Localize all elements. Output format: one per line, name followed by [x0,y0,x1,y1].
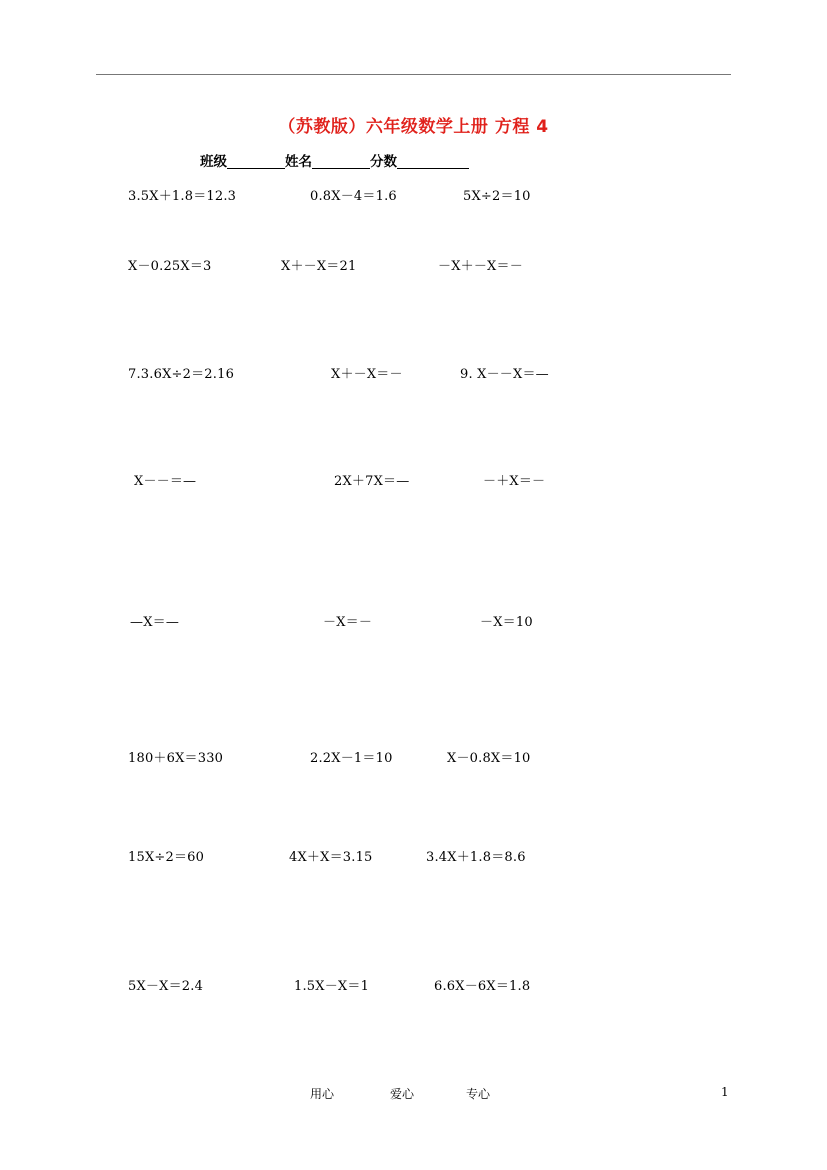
student-info-line [200,150,469,170]
equation-5-1: —X＝— [130,615,180,630]
equation-4-2: 2X＋7X＝— [334,474,410,489]
equation-1-2: 0.8X－4＝1.6 [310,189,397,204]
equation-8-1: 5X－X＝2.4 [128,979,204,994]
class-blank[interactable] [227,154,285,169]
header-rule [96,74,731,75]
page-title: （苏教版）六年级数学上册 方程 4 [278,117,549,137]
equation-2-3: －X＋－X＝－ [438,259,523,274]
equation-5-3: －X＝10 [480,615,533,630]
name-blank[interactable] [312,154,370,169]
equation-4-1: X－－＝— [134,474,197,489]
equation-6-3: X－0.8X＝10 [447,751,531,766]
footer-text-2: 爱心 [390,1087,415,1101]
equation-5-2: －X＝－ [323,615,373,630]
equation-4-3: －＋X＝－ [483,474,546,489]
equation-2-1: X－0.25X＝3 [128,259,212,274]
equation-6-1: 180＋6X＝330 [128,751,224,766]
equation-3-1: 7.3.6X÷2＝2.16 [128,367,235,382]
equation-8-3: 6.6X－6X＝1.8 [434,979,531,994]
name-label: 姓名 [285,154,312,170]
equation-1-1: 3.5X＋1.8＝12.3 [128,189,237,204]
class-label: 班级 [200,154,227,170]
equation-1-3: 5X÷2＝10 [463,189,531,204]
equation-7-2: 4X＋X＝3.15 [289,850,373,865]
equation-3-2: X＋－X＝－ [331,367,403,382]
footer-text-3: 专心 [466,1087,491,1101]
score-label: 分数 [370,154,397,170]
page-number: 1 [721,1085,729,1099]
footer-text-1: 用心 [310,1087,335,1101]
equation-7-1: 15X÷2＝60 [128,850,205,865]
equation-8-2: 1.5X－X＝1 [294,979,370,994]
equation-3-3: 9. X－－X＝— [460,367,549,382]
equation-6-2: 2.2X－1＝10 [310,751,393,766]
equation-7-3: 3.4X＋1.8＝8.6 [426,850,526,865]
equation-2-2: X＋－X＝21 [281,259,357,274]
score-blank[interactable] [397,154,469,169]
